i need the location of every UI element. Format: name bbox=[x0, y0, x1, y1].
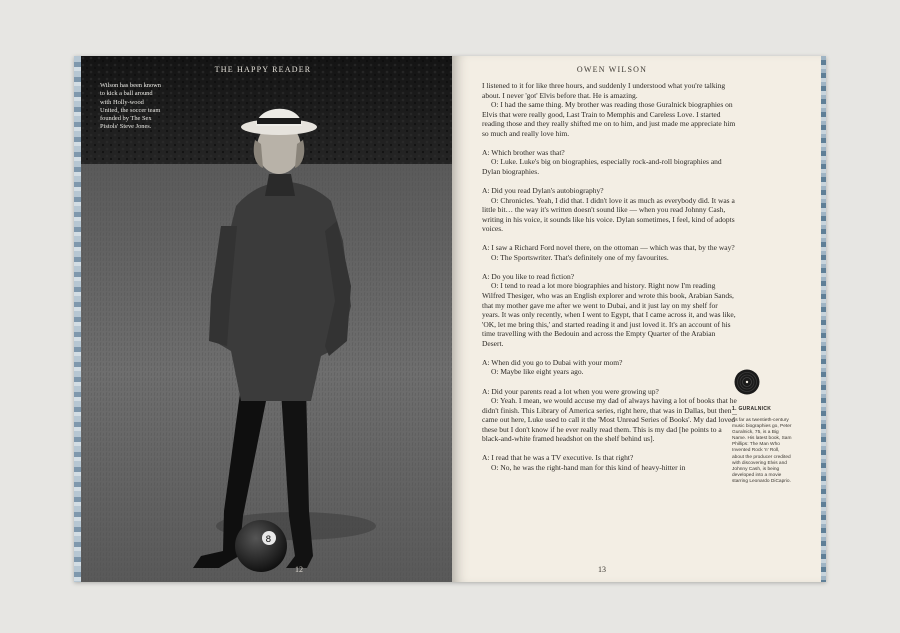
interview-question: A: Which brother was that? bbox=[482, 147, 565, 157]
sidenote-dash: — bbox=[732, 412, 737, 418]
record-disc-icon bbox=[734, 369, 760, 395]
page-edge-strip-right bbox=[821, 56, 826, 582]
running-head-right: OWEN WILSON bbox=[576, 65, 648, 74]
sidenote-text: As far as twentieth-century music biographies go, Peter Guralnick, 75, is a Big Name. His latest book, Sam Phillips: The Man Who Invented Rock 'n' Roll, about the producer credited with discovering Elvis and Johnny Cash, is being developed into a movie starring Leonardo DiCaprio. bbox=[732, 418, 792, 484]
left-page bbox=[74, 56, 452, 582]
paragraph-gap bbox=[482, 138, 737, 148]
portrait-photo bbox=[81, 56, 452, 582]
paragraph-gap bbox=[482, 348, 737, 358]
right-page bbox=[452, 56, 826, 582]
page-number-right: 13 bbox=[598, 565, 606, 574]
interview-question: A: I read that he was a TV executive. Is that right? bbox=[482, 453, 634, 463]
photo-caption: Wilson has been known to kick a ball around with Holly-wood United, the soccer team founded by The Sex Pistols' Steve Jones. bbox=[100, 82, 161, 131]
interview-paragraph: O: Yeah. I mean, we would accuse my dad of always having a lot of books that he didn't finish. This Library of America series, right here, that was in Dallas, but then came out here, Luke used to call it the 'Most Unread Series of Books'. My dad loved these but I don't know if he ever really read them. This is my dad [he points to a black-and-white framed headshot on the shelf behind us]. bbox=[482, 396, 737, 444]
page-edge-strip bbox=[74, 56, 81, 582]
svg-text:8: 8 bbox=[265, 535, 272, 545]
interview-paragraph: O: No, he was the right-hand man for this kind of heavy-hitter in bbox=[491, 462, 686, 472]
running-head-left: THE HAPPY READER bbox=[214, 65, 312, 74]
interview-question: A: Did your parents read a lot when you were growing up? bbox=[482, 386, 659, 396]
interview-paragraph: O: The Sportswriter. That's definitely one of my favourites. bbox=[491, 252, 669, 262]
paragraph-gap bbox=[482, 377, 737, 387]
magazine-spread bbox=[74, 56, 826, 582]
interview-question: A: When did you go to Dubai with your mom? bbox=[482, 357, 623, 367]
interview-question: A: I saw a Richard Ford novel there, on the ottoman — which was that, by the way? bbox=[482, 243, 735, 253]
sidenote-title: 1. GURALNICK bbox=[732, 406, 772, 412]
interview-paragraph: O: Luke. Luke's big on biographies, especially rock-and-roll biographies and Dylan biographies. bbox=[482, 157, 722, 176]
page-number-left: 12 bbox=[295, 565, 303, 574]
interview-paragraph: O: I tend to read a lot more biographies and history. Right now I'm reading Wilfred Thesiger, who was an English explorer and wrote this book, Arabian Sands, that my mother gave me after we went to Dubai, and it just lay on my shelf for years. It was only recently, when I went to Egypt, that I came across it, and was like, 'OK, let me bring this,' and started reading it and just loved it. It's an account of his time travelling with the Bedouin and across the Empty Quarter of the Arabian Desert. bbox=[482, 281, 736, 348]
paragraph-gap bbox=[482, 262, 737, 272]
paragraph-gap bbox=[482, 234, 737, 244]
interview-paragraph: O: I had the same thing. My brother was reading those Guralnick biographies on Elvis that were really good, Last Train to Memphis and Careless Love. I started reading those and they really shifted me on to him, and just made me appreciate him so much and really love him. bbox=[482, 100, 736, 138]
interview-question: A: Did you read Dylan's autobiography? bbox=[482, 186, 604, 196]
sidenote bbox=[732, 369, 792, 485]
interview-paragraph: O: Chronicles. Yeah, I did that. I didn't love it as much as everybody did. It was a little bit… the way it's written doesn't sound like — when you read Johnny Cash, writing in his voice, it sounds like his voice. Dylan sometimes, I feel, kind of adopts voices. bbox=[482, 195, 735, 234]
interview-paragraph: I listened to it for like three hours, and suddenly I understood what you're talking about. I never 'got' Elvis before that. He is amazing. bbox=[482, 81, 726, 100]
paragraph-gap bbox=[482, 444, 737, 454]
interview-paragraph: O: Maybe like eight years ago. bbox=[491, 367, 584, 377]
interview-body bbox=[482, 81, 737, 472]
paragraph-gap bbox=[482, 176, 737, 186]
interview-question: A: Do you like to read fiction? bbox=[482, 271, 575, 281]
